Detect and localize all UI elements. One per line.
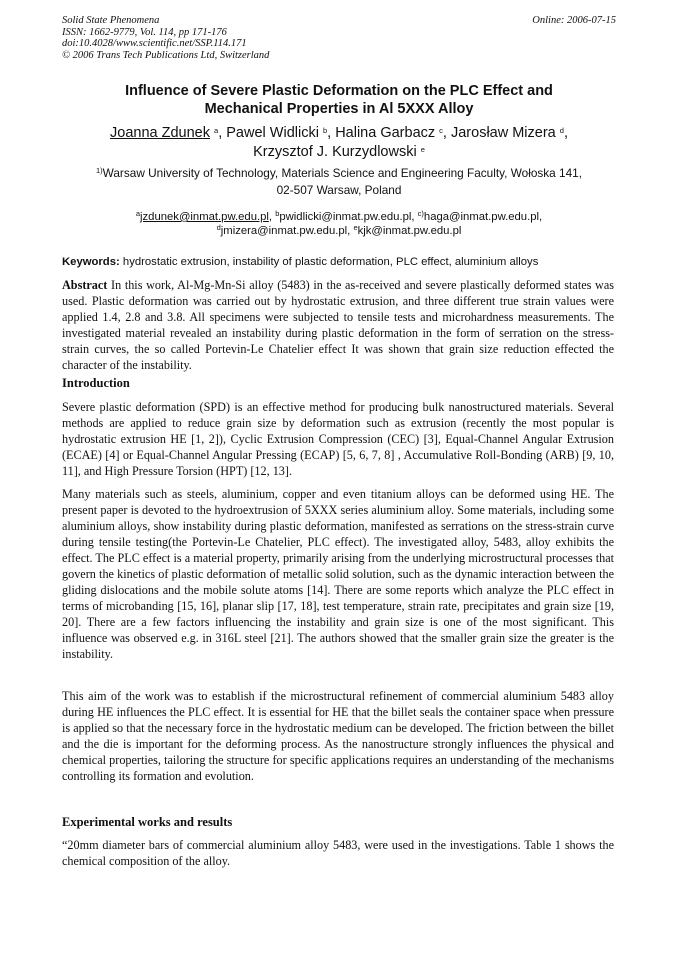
introduction-paragraph-2 [62,486,614,662]
author-5: Krzysztof J. Kurzydlowski [253,144,417,160]
doi-line: doi:10.4028/www.scientific.net/SSP.114.171 [62,38,247,49]
author-3: Halina Garbacz [335,125,436,141]
author-4-mark: d [559,126,564,135]
author-3-mark: c [439,126,443,135]
affiliation-line-2: 02-507 Warsaw, Poland [276,183,402,197]
abstract-label: Abstract [62,278,108,292]
title-line-1: Influence of Severe Plastic Deformation on the PLC Effect and [125,83,553,99]
author-2: Pawel Widlicki [226,125,319,141]
affiliation-line-1: Warsaw University of Technology, Materials Science and Engineering Faculty, Wołoska 141, [102,166,582,180]
author-2-mark: b [322,126,328,135]
introduction-heading: Introduction [62,376,130,390]
copyright-line: © 2006 Trans Tech Publications Ltd, Switzerland [62,49,270,61]
introduction-paragraph-3 [62,688,614,784]
intro-p1-text: Severe plastic deformation (SPD) is an effective method for producing bulk nanostructured materials. Several methods are applied to reduce grain size by deformation such as extrusion (recently the most popular is hydrostatic extrusion HE [1, 2]), Cyclic Extrusion Compression (CEC) [3], Equal-Channel Angular Extrusion (ECAE) [4] or Equal-Channel Angular Pressing (ECAP) [5, 6, 7, 8] , Accumulative Roll-Bonding (ARB) [9, 10, 11], and High Pressure Torsion (HPT) [12, 13]. [62,400,614,478]
keywords [62,255,616,269]
email-e[interactable]: kjk@inmat.pw.edu.pl [357,225,462,237]
email-d-mark: d [216,223,221,232]
journal-name: Solid State Phenomena [62,15,160,26]
title-line-2: Mechanical Properties in Al 5XXX Alloy [204,101,474,117]
experimental-paragraph-1 [62,837,614,869]
email-c-mark: c) [417,209,424,218]
email-e-mark: e [353,223,358,232]
intro-p3-text: This aim of the work was to establish if the microstructural refinement of commercial aluminium 5483 alloy during HE influences the PLC effect. It is essential for HE that the billet seals the container space when pressure is applied so that the necessary force in the hydrostatic medium can be developed. The friction between the billet and the die is important for the deforming process. As the nanostructure strongly influences the physical and chemical properties, tailoring the structure for specific applications requires an understanding of the mechanisms controlling its formation and evolution. [62,689,614,783]
email-d[interactable]: jmizera@inmat.pw.edu.pl [220,225,348,237]
author-1: Joanna Zdunek [110,125,210,141]
email-a-mark: a [135,209,140,218]
issn-line: ISSN: 1662-9779, Vol. 114, pp 171-176 [62,26,227,38]
journal-header [62,15,616,61]
keywords-text: hydrostatic extrusion, instability of plastic deformation, PLC effect, aluminium alloys [122,256,539,268]
exp-p1-text: “20mm diameter bars of commercial aluminium alloy 5483, were used in the investigations. Table 1 shows the chemical composition of the alloy. [62,838,614,868]
paper-title [62,82,616,118]
email-a[interactable]: jzdunek@inmat.pw.edu.pl [140,211,269,223]
email-b[interactable]: pwidlicki@inmat.pw.edu.pl [279,211,412,223]
introduction-paragraph-1 [62,399,614,479]
affiliation [62,165,616,199]
affiliation-mark: 1) [96,166,103,175]
abstract [62,277,614,373]
abstract-text: In this work, Al-Mg-Mn-Si alloy (5483) in the as-received and severe plastically deformed states was used. Plastic deformation was carried out by hydrostatic extrusion, and three different true strain values were applied 1.4, 2.8 and 3.8. All specimens were subjected to tensile tests and microhardness measurements. The investigated material revealed an instability during plastic deformation in the form of serration on the stress-strain curves, the so called Portevin-Le Chatelier effect It was shown that grain size reduction effected the character of the instability. [62,278,614,372]
keywords-label: Keywords: [62,256,120,268]
intro-p2-text: Many materials such as steels, aluminium, copper and even titanium alloys can be deformed using HE. The present paper is devoted to the hydroextrusion of 5XXX series aluminium alloy. Some materials, including some aluminium alloys, show instability during plastic deformation, manifested as serrations on the stress-strain curve during tensile testing(the Portevin-Le Chatelier, PLC effect). The investigated alloy, 5483, alloy exhibits the effect. The PLC effect is a material property, primarily arising from the underlying microstructural processes that govern the kinetics of plastic deformation of metallic solid solution, such as the dynamic interaction between the gliding dislocations and the mobile solute atoms [14]. There are some reports which analyze the PLC effect in terms of microbanding [15, 16], planar slip [17, 18], test temperature, strain rate, precipitates and grain size [19, 20]. There are a few factors influencing the instability and grain size is one of the most significant. This influence was observed e.g. in 316L steel [21]. The authors showed that the smaller grain size the greater is the instability. [62,487,614,661]
author-4: Jarosław Mizera [450,125,556,141]
experimental-heading: Experimental works and results [62,815,233,829]
online-date: Online: 2006-07-15 [532,15,616,26]
email-b-mark: b [275,209,280,218]
author-5-mark: e [420,145,425,154]
email-list: $^a$jzdunek@inmat.pw.edu.pl, $^b$pwidlicki@inmat.pw.edu.pl, $^{c)}$haga@inmat.pw.edu.pl, $^d$jmizera@inmat.pw.edu.pl, $^e$kjk@inmat.pw.edu.pl [135,209,543,237]
author-list: Joanna Zdunek $^a$, Pawel Widlicki $^b$, Halina Garbacz $^c$, Jarosław Mizera $^d$, Krzysztof J. Kurzydlowski $^e$ [110,125,568,160]
author-1-mark: a [214,126,219,135]
email-c[interactable]: haga@inmat.pw.edu.pl [423,211,540,223]
